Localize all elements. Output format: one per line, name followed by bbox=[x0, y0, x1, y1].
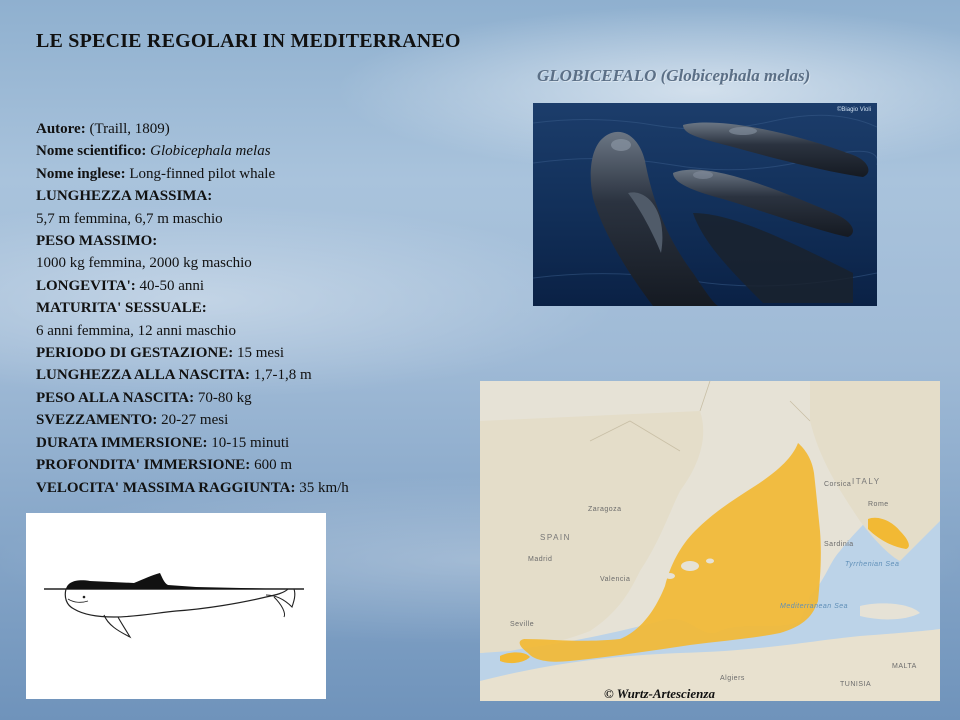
fact-line bbox=[36, 477, 456, 499]
fact-label: Autore: bbox=[36, 121, 86, 137]
copyright-notice: © Wurtz-Artescienza bbox=[604, 686, 715, 701]
facts-list bbox=[36, 118, 456, 499]
map-label-tunisia: TUNISIA bbox=[840, 681, 872, 688]
slide-title: LE SPECIE REGOLARI IN MEDITERRANEO bbox=[36, 30, 461, 52]
fact-label: PROFONDITA' IMMERSIONE: bbox=[36, 457, 251, 474]
fact-label: PESO ALLA NASCITA: bbox=[36, 389, 195, 406]
fact-label: Nome inglese: bbox=[36, 165, 126, 182]
photo-credit: ©Biagio Violi bbox=[837, 107, 871, 113]
map-label-rome: Rome bbox=[868, 501, 889, 508]
fact-value: (Traill, 1809) bbox=[85, 121, 170, 137]
fact-value: 6 anni femmina, 12 anni maschio bbox=[36, 322, 236, 339]
fact-line bbox=[36, 163, 456, 185]
fact-label: Nome scientifico: bbox=[36, 143, 147, 160]
fact-label: SVEZZAMENTO: bbox=[36, 412, 158, 429]
fact-label: PERIODO DI GESTAZIONE: bbox=[36, 345, 234, 362]
map-label-tyrrhenian: Tyrrhenian Sea bbox=[845, 561, 900, 568]
fact-label: PESO MASSIMO: bbox=[36, 233, 158, 250]
pilot-whale-photo bbox=[533, 103, 877, 306]
pilot-whale-drawing bbox=[26, 513, 326, 699]
map-label-algiers: Algiers bbox=[720, 675, 745, 682]
fact-label: VELOCITA' MASSIMA RAGGIUNTA: bbox=[36, 479, 296, 496]
fact-value: 10-15 minuti bbox=[207, 434, 290, 451]
fact-label: DURATA IMMERSIONE: bbox=[36, 434, 208, 451]
map-label-madrid: Madrid bbox=[528, 556, 553, 563]
fact-value: 1000 kg femmina, 2000 kg maschio bbox=[36, 255, 252, 272]
fact-value: 70-80 kg bbox=[194, 389, 252, 406]
fact-line bbox=[36, 364, 456, 386]
fact-line bbox=[36, 275, 456, 297]
map-label-sardinia: Sardinia bbox=[824, 541, 854, 548]
fact-line bbox=[36, 432, 456, 454]
fact-line bbox=[36, 230, 456, 252]
fact-line bbox=[36, 387, 456, 409]
fact-line bbox=[36, 252, 456, 274]
map-label-italy: ITALY bbox=[852, 477, 881, 486]
fact-line bbox=[36, 118, 456, 140]
map-label-malta: MALTA bbox=[892, 663, 917, 670]
fact-value: 1,7-1,8 m bbox=[249, 367, 312, 384]
fact-line bbox=[36, 342, 456, 364]
fact-line bbox=[36, 208, 456, 230]
map-label-seville: Seville bbox=[510, 621, 535, 628]
fact-value: 20-27 mesi bbox=[157, 412, 229, 429]
fact-value: Long-finned pilot whale bbox=[125, 165, 276, 182]
fact-value: 35 km/h bbox=[295, 479, 349, 496]
fact-label: MATURITA' SESSUALE: bbox=[36, 300, 207, 317]
fact-label: LUNGHEZZA ALLA NASCITA: bbox=[36, 367, 250, 384]
fact-value: 40-50 anni bbox=[135, 277, 205, 294]
pilot-whale-sketch bbox=[26, 513, 326, 699]
pilot-whale-photo-image bbox=[533, 103, 877, 306]
map-label-mediterranean: Mediterranean Sea bbox=[780, 603, 849, 610]
distribution-map bbox=[480, 381, 940, 701]
map-label-zaragoza: Zaragoza bbox=[588, 506, 622, 513]
fact-value: 15 mesi bbox=[233, 345, 285, 362]
fact-value: Globicephala melas bbox=[146, 143, 271, 160]
fact-line bbox=[36, 409, 456, 431]
fact-line bbox=[36, 320, 456, 342]
fact-value: 600 m bbox=[250, 457, 292, 474]
map-label-spain: SPAIN bbox=[540, 533, 571, 542]
species-heading: GLOBICEFALO (Globicephala melas) bbox=[537, 66, 811, 85]
fact-line bbox=[36, 140, 456, 162]
fact-line bbox=[36, 454, 456, 476]
fact-label: LONGEVITA': bbox=[36, 277, 136, 294]
map-label-valencia: Valencia bbox=[600, 576, 631, 583]
fact-line bbox=[36, 185, 456, 207]
fact-value: 5,7 m femmina, 6,7 m maschio bbox=[36, 210, 223, 227]
fact-line bbox=[36, 297, 456, 319]
fact-label: LUNGHEZZA MASSIMA: bbox=[36, 188, 213, 205]
map-label-corsica: Corsica bbox=[824, 481, 852, 488]
